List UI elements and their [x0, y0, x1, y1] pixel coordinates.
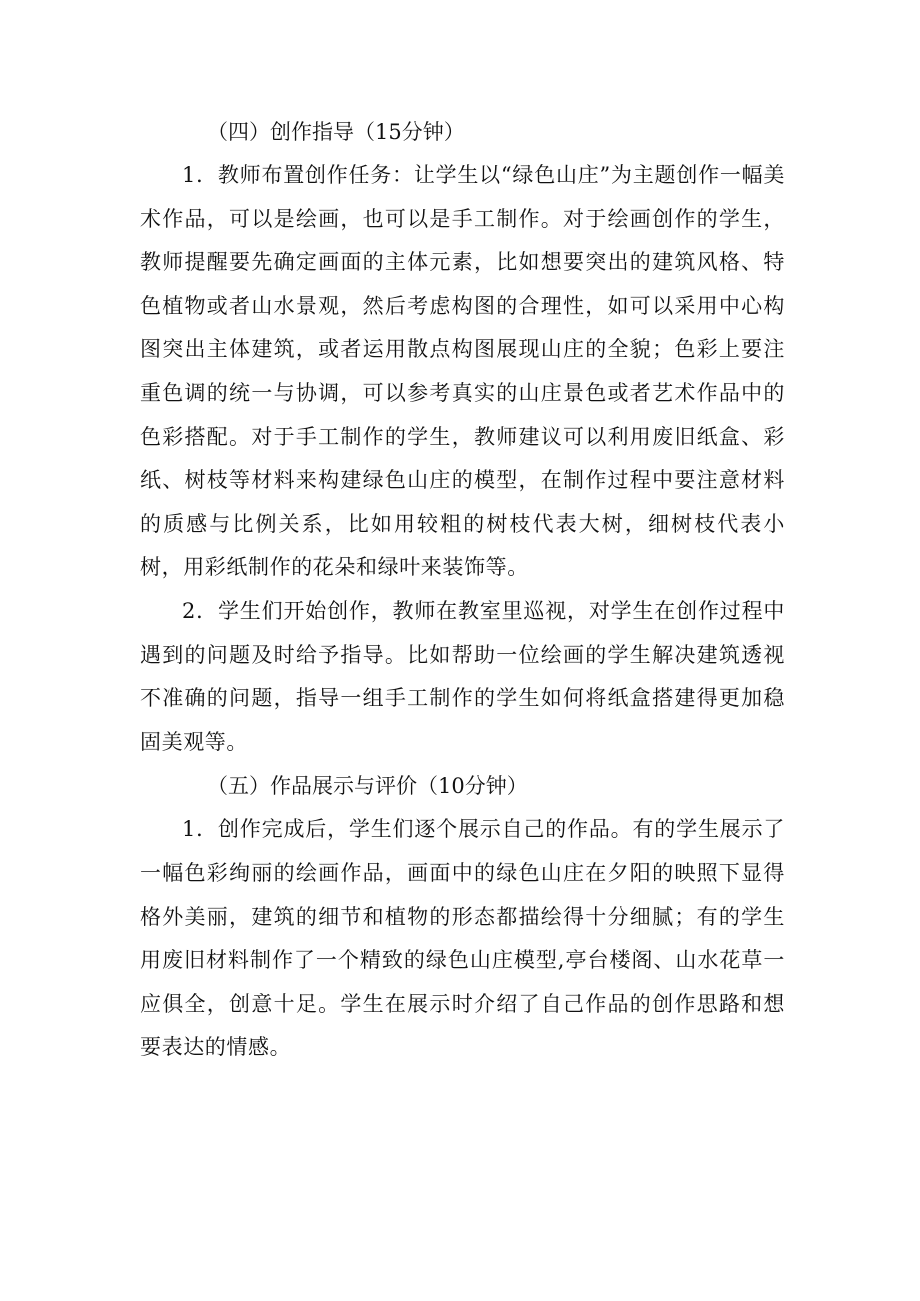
- paragraph-5-1: 1．创作完成后，学生们逐个展示自己的作品。有的学生展示了一幅色彩绚丽的绘画作品，画面中的绿色山庄在夕阳的映照下显得格外美丽，建筑的细节和植物的形态都描绘得十分细腻；有的学生用废旧材料制作了一个精致的绿色山庄模型,亭台楼阁、山水花草一应俱全，创意十足。学生在展示时介绍了自己作品的创作思路和想要表达的情感。: [140, 817, 785, 1060]
- paragraph-4-1: 1．教师布置创作任务：让学生以“绿色山庄”为主题创作一幅美术作品，可以是绘画，也可以是手工制作。对于绘画创作的学生，教师提醒要先确定画面的主体元素，比如想要突出的建筑风格、特色植物或者山水景观，然后考虑构图的合理性，如可以采用中心构图突出主体建筑，或者运用散点构图展现山庄的全貌；色彩上要注重色调的统一与协调，可以参考真实的山庄景色或者艺术作品中的色彩搭配。对于手工制作的学生，教师建议可以利用废旧纸盒、彩纸、树枝等材料来构建绿色山庄的模型，在制作过程中要注意材料的质感与比例关系，比如用较粗的树枝代表大树，细树枝代表小树，用彩纸制作的花朵和绿叶来装饰等。: [140, 163, 785, 580]
- section-heading-5: （五）作品展示与评价（10分钟）: [207, 774, 528, 799]
- document-body: [140, 110, 785, 1070]
- paragraph-4-2: 2．学生们开始创作，教师在教室里巡视，对学生在创作过程中遇到的问题及时给予指导。比如帮助一位绘画的学生解决建筑透视不准确的问题，指导一组手工制作的学生如何将纸盒搭建得更加稳固美观等。: [140, 598, 785, 754]
- section-heading-4: （四）创作指导（15分钟）: [207, 120, 465, 144]
